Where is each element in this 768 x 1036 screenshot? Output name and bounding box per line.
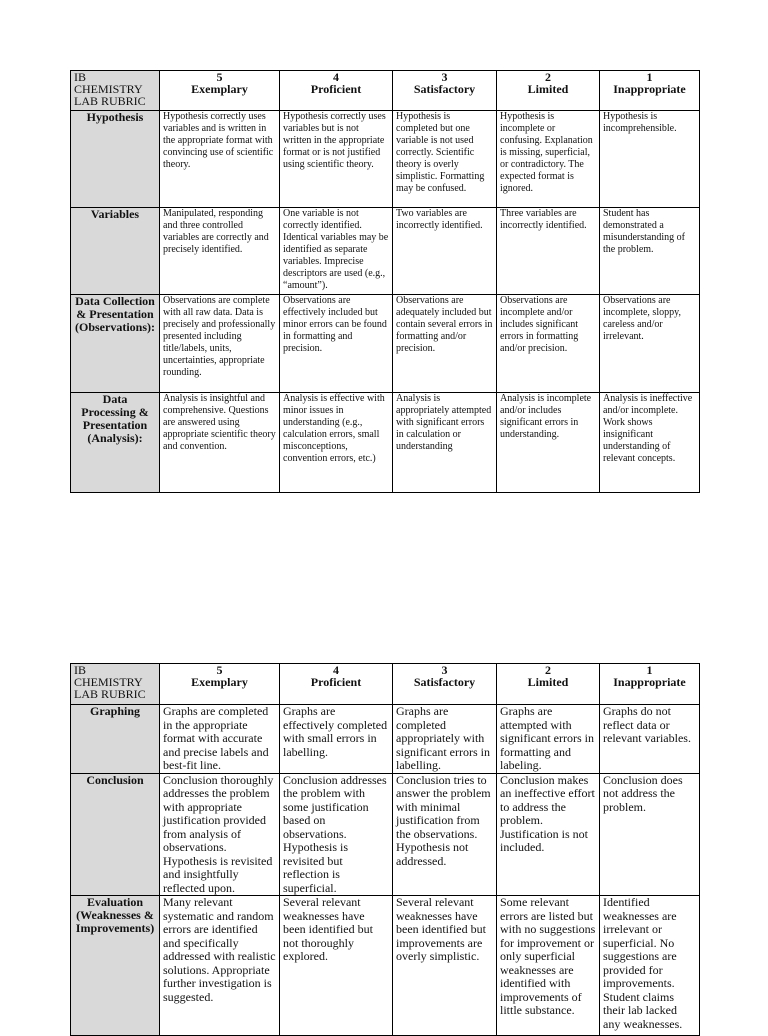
row-hypothesis [71,111,700,208]
rubric-cell: Analysis is ineffective and/or incomplete. Work shows insignificant understanding of relevant concepts. [600,393,700,493]
rubric-cell: Manipulated, responding and three controlled variables are correctly and precisely identified. [160,208,280,295]
criterion-variables: Variables [71,208,160,295]
score: 3 [441,70,448,84]
rubric-cell: Observations are incomplete, sloppy, careless and/or irrelevant. [600,295,700,393]
level: Exemplary [191,82,248,96]
level: Exemplary [191,675,248,689]
criterion-data-processing: Data Processing & Presentation (Analysis): [71,393,160,493]
row-data-processing [71,393,700,493]
rubric-cell: Hypothesis is completed but one variable is not used correctly. Scientific theory is overly simplistic. Formatting may be confused. [393,111,497,208]
rubric-cell: Graphs do not reflect data or relevant variables. [600,705,700,774]
rubric-cell: Analysis is incomplete and/or includes significant errors in understanding. [497,393,600,493]
rubric-cell: Three variables are incorrectly identified. [497,208,600,295]
rubric-title: IB CHEMISTRY LAB RUBRIC [71,664,160,705]
score: 2 [545,70,551,84]
level: Limited [527,82,569,96]
score: 3 [441,663,448,677]
rubric-cell: Hypothesis is incomprehensible. [600,111,700,208]
rubric-table-1 [70,70,700,493]
rubric-cell: Graphs are completed appropriately with significant errors in labelling. [393,705,497,774]
rubric-cell: Hypothesis is incomplete or confusing. Explanation is missing, superficial, or contradictory. The expected format is ignored. [497,111,600,208]
rubric-cell: Observations are effectively included but minor errors can be found in formatting and precision. [280,295,393,393]
criterion-evaluation: Evaluation (Weaknesses & Improvements) [71,896,160,1036]
column-header-limited [497,71,600,111]
rubric-cell: Hypothesis correctly uses variables but is not written in the appropriate format or is not justified using scientific theory. [280,111,393,208]
criterion-graphing: Graphing [71,705,160,774]
rubric-cell: Conclusion makes an ineffective effort to address the problem. Justification is not included. [497,773,600,896]
rubric-cell: Analysis is appropriately attempted with significant errors in calculation or understanding [393,393,497,493]
rubric-cell: Graphs are attempted with significant errors in formatting and labeling. [497,705,600,774]
score: 4 [333,663,339,677]
level: Inappropriate [613,675,686,689]
level: Satisfactory [413,675,476,689]
column-header-satisfactory [393,664,497,705]
column-header-exemplary [160,71,280,111]
criterion-data-collection: Data Collection & Presentation (Observations): [71,295,160,393]
row-variables [71,208,700,295]
rubric-cell: Several relevant weaknesses have been identified but not thoroughly explored. [280,896,393,1036]
rubric-cell: Observations are complete with all raw data. Data is precisely and professionally presented including title/labels, units, uncertainties, appropriate rounding. [160,295,280,393]
rubric-cell: One variable is not correctly identified. Identical variables may be identified as separate variables. Imprecise descriptors are used (e.g., “amount”). [280,208,393,295]
column-header-proficient [280,71,393,111]
rubric-cell: Conclusion does not address the problem. [600,773,700,896]
column-header-proficient [280,664,393,705]
rubric-cell: Several relevant weaknesses have been identified but improvements are overly simplistic. [393,896,497,1036]
criterion-hypothesis: Hypothesis [71,111,160,208]
score: 4 [333,70,339,84]
column-header-exemplary [160,664,280,705]
column-header-inappropriate [600,71,700,111]
level: Proficient [310,675,362,689]
rubric-cell: Identified weaknesses are irrelevant or superficial. No suggestions are provided for improvements. Student claims their lab lacked any weaknesses. [600,896,700,1036]
column-header-inappropriate [600,664,700,705]
rubric-cell: Some relevant errors are listed but with no suggestions for improvement or only superficial weaknesses are identified with improvements of little substance. [497,896,600,1036]
rubric-table-2 [70,663,700,1036]
rubric-cell: Conclusion thoroughly addresses the problem with appropriate justification provided from analysis of observations. Hypothesis is revisited and insightfully reflected upon. [160,773,280,896]
rubric-cell: Hypothesis correctly uses variables and is written in the appropriate format with convincing use of scientific theory. [160,111,280,208]
level: Limited [527,675,569,689]
rubric-cell: Two variables are incorrectly identified. [393,208,497,295]
row-graphing [71,705,700,774]
header-row [71,664,700,705]
rubric-cell: Analysis is insightful and comprehensive. Questions are answered using appropriate scientific theory and convention. [160,393,280,493]
rubric-cell: Analysis is effective with minor issues in understanding (e.g., calculation errors, small misconceptions, convention errors, etc.) [280,393,393,493]
rubric-cell: Observations are incomplete and/or includes significant errors in formatting and/or precision. [497,295,600,393]
level: Inappropriate [613,82,686,96]
score: 5 [216,663,223,677]
score: 5 [216,70,223,84]
rubric-cell: Graphs are completed in the appropriate format with accurate and precise labels and best-fit line. [160,705,280,774]
header-row [71,71,700,111]
column-header-satisfactory [393,71,497,111]
rubric-cell: Student has demonstrated a misunderstanding of the problem. [600,208,700,295]
row-conclusion [71,773,700,896]
row-data-collection [71,295,700,393]
rubric-cell: Conclusion tries to answer the problem with minimal justification from the observations. Hypothesis not addressed. [393,773,497,896]
criterion-conclusion: Conclusion [71,773,160,896]
rubric-cell: Observations are adequately included but contain several errors in formatting and/or precision. [393,295,497,393]
score: 1 [646,663,653,677]
level: Proficient [310,82,362,96]
score: 2 [545,663,551,677]
level: Satisfactory [413,82,476,96]
rubric-cell: Graphs are effectively completed with small errors in labelling. [280,705,393,774]
score: 1 [646,70,653,84]
rubric-cell: Many relevant systematic and random errors are identified and specifically addressed with realistic solutions. Appropriate further investigation is suggested. [160,896,280,1036]
rubric-cell: Conclusion addresses the problem with some justification based on observations. Hypothesis is revisited but reflection is superficial. [280,773,393,896]
column-header-limited [497,664,600,705]
rubric-title: IB CHEMISTRY LAB RUBRIC [71,71,160,111]
row-evaluation [71,896,700,1036]
